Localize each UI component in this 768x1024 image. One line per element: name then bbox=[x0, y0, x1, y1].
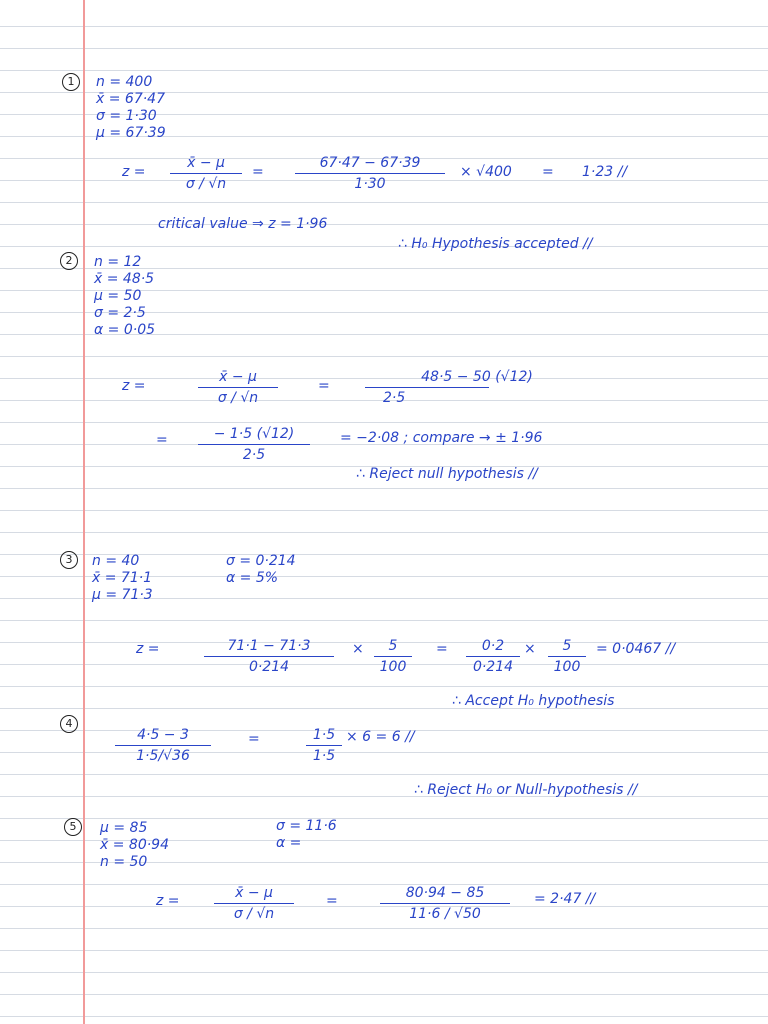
fraction-bar bbox=[365, 387, 489, 388]
q2-conclusion: ∴ Reject null hypothesis // bbox=[356, 466, 538, 482]
q3-fraction-2-numerator: 5 bbox=[388, 638, 398, 654]
q2-equals-1: = bbox=[318, 378, 330, 394]
q2-line2-fraction bbox=[198, 426, 310, 463]
q1-z-label: z = bbox=[122, 164, 146, 180]
q2-given-sigma: σ = 2·5 bbox=[94, 305, 146, 321]
question-number-2: 2 bbox=[60, 252, 78, 270]
q1-formula-numerator: x̄ − μ bbox=[187, 155, 225, 171]
q3-z-label: z = bbox=[136, 641, 160, 657]
q1-substitution-numerator: 67·47 − 67·39 bbox=[319, 155, 421, 171]
q3-given-sigma: σ = 0·214 bbox=[226, 553, 296, 569]
q2-line2-numerator: − 1·5 (√12) bbox=[213, 426, 295, 442]
fraction-bar bbox=[214, 903, 294, 904]
q3-fraction-3-numerator: 0·2 bbox=[481, 638, 505, 654]
q5-given-mu: μ = 85 bbox=[100, 820, 148, 836]
q5-given-alpha: α = bbox=[276, 835, 302, 851]
q3-times-1: × bbox=[352, 641, 364, 657]
fraction-bar bbox=[198, 387, 278, 388]
q4-times-result: × 6 = 6 // bbox=[346, 729, 415, 745]
q1-formula-fraction bbox=[170, 155, 242, 192]
q5-given-sigma: σ = 11·6 bbox=[276, 818, 337, 834]
q1-formula-denominator: σ / √n bbox=[185, 176, 227, 192]
q2-substitution-numerator: 48·5 − 50 (√12) bbox=[421, 369, 533, 385]
q2-given-alpha: α = 0·05 bbox=[94, 322, 156, 338]
q4-fraction-1-denominator: 1·5/√36 bbox=[136, 748, 190, 764]
q3-given-n: n = 40 bbox=[92, 553, 140, 569]
q2-given-n: n = 12 bbox=[94, 254, 142, 270]
q5-formula-denominator: σ / √n bbox=[233, 906, 275, 922]
q1-critical-value: critical value ⇒ z = 1·96 bbox=[158, 216, 328, 232]
q1-result: 1·23 // bbox=[582, 164, 628, 180]
page-margin-line bbox=[83, 0, 85, 1024]
q2-formula-denominator: σ / √n bbox=[217, 390, 259, 406]
q5-z-label: z = bbox=[156, 893, 180, 909]
fraction-bar bbox=[374, 656, 412, 657]
q4-fraction-2 bbox=[306, 727, 342, 764]
q5-equals-1: = bbox=[326, 893, 338, 909]
q1-given-sigma: σ = 1·30 bbox=[96, 108, 157, 124]
q1-substitution-fraction bbox=[295, 155, 445, 192]
q5-substitution-denominator: 11·6 / √50 bbox=[409, 906, 481, 922]
q5-given-n: n = 50 bbox=[100, 854, 148, 870]
q4-equals: = bbox=[248, 731, 260, 747]
q1-times-root: × √400 bbox=[460, 164, 512, 180]
q3-fraction-3-denominator: 0·214 bbox=[472, 659, 514, 675]
q3-fraction-1 bbox=[204, 638, 334, 675]
question-number-5: 5 bbox=[64, 818, 82, 836]
q3-fraction-4-numerator: 5 bbox=[562, 638, 572, 654]
fraction-bar bbox=[198, 444, 310, 445]
q1-equals-1: = bbox=[252, 164, 264, 180]
q2-substitution-fraction bbox=[365, 369, 589, 406]
q3-fraction-4 bbox=[548, 638, 586, 675]
q2-line2-result: = −2·08 ; compare → ± 1·96 bbox=[340, 430, 543, 446]
q1-conclusion: ∴ H₀ Hypothesis accepted // bbox=[398, 236, 593, 252]
q2-formula-fraction bbox=[198, 369, 278, 406]
q1-given-mu: μ = 67·39 bbox=[96, 125, 166, 141]
q1-equals-2: = bbox=[542, 164, 554, 180]
q2-substitution-denominator: 2·5 bbox=[383, 390, 406, 406]
q2-formula-numerator: x̄ − μ bbox=[219, 369, 257, 385]
q3-fraction-1-numerator: 71·1 − 71·3 bbox=[227, 638, 311, 654]
q3-given-alpha: α = 5% bbox=[226, 570, 279, 586]
q2-equals-2: = bbox=[156, 432, 168, 448]
q3-fraction-3 bbox=[466, 638, 520, 675]
q3-fraction-1-denominator: 0·214 bbox=[248, 659, 290, 675]
q3-result: = 0·0467 // bbox=[596, 641, 676, 657]
q4-fraction-2-denominator: 1·5 bbox=[312, 748, 336, 764]
q4-fraction-1-numerator: 4·5 − 3 bbox=[137, 727, 189, 743]
fraction-bar bbox=[380, 903, 510, 904]
fraction-bar bbox=[170, 173, 242, 174]
fraction-bar bbox=[115, 745, 211, 746]
q5-formula-fraction bbox=[214, 885, 294, 922]
fraction-bar bbox=[306, 745, 342, 746]
q3-conclusion: ∴ Accept H₀ hypothesis bbox=[452, 693, 615, 709]
fraction-bar bbox=[548, 656, 586, 657]
q3-given-mean: x̄ = 71·1 bbox=[92, 570, 153, 586]
question-number-4: 4 bbox=[60, 715, 78, 733]
q4-fraction-2-numerator: 1·5 bbox=[312, 727, 336, 743]
q2-given-mu: μ = 50 bbox=[94, 288, 142, 304]
q5-formula-numerator: x̄ − μ bbox=[235, 885, 273, 901]
q1-substitution-denominator: 1·30 bbox=[354, 176, 386, 192]
q5-substitution-fraction bbox=[380, 885, 510, 922]
q5-result: = 2·47 // bbox=[534, 891, 596, 907]
q4-fraction-1 bbox=[115, 727, 211, 764]
q3-equals: = bbox=[436, 641, 448, 657]
q2-z-label: z = bbox=[122, 378, 146, 394]
fraction-bar bbox=[295, 173, 445, 174]
q2-line2-denominator: 2·5 bbox=[242, 447, 266, 463]
q5-substitution-numerator: 80·94 − 85 bbox=[405, 885, 485, 901]
q3-fraction-2 bbox=[374, 638, 412, 675]
q1-given-mean: x̄ = 67·47 bbox=[96, 91, 165, 107]
q3-fraction-4-denominator: 100 bbox=[553, 659, 581, 675]
q1-given-n: n = 400 bbox=[96, 74, 153, 90]
q2-given-mean: x̄ = 48·5 bbox=[94, 271, 155, 287]
question-number-3: 3 bbox=[60, 551, 78, 569]
q4-conclusion: ∴ Reject H₀ or Null-hypothesis // bbox=[414, 782, 638, 798]
q5-given-mean: x̄ = 80·94 bbox=[100, 837, 169, 853]
fraction-bar bbox=[466, 656, 520, 657]
q3-given-mu: μ = 71·3 bbox=[92, 587, 153, 603]
q3-fraction-2-denominator: 100 bbox=[379, 659, 407, 675]
fraction-bar bbox=[204, 656, 334, 657]
question-number-1: 1 bbox=[62, 73, 80, 91]
q3-times-2: × bbox=[524, 641, 536, 657]
